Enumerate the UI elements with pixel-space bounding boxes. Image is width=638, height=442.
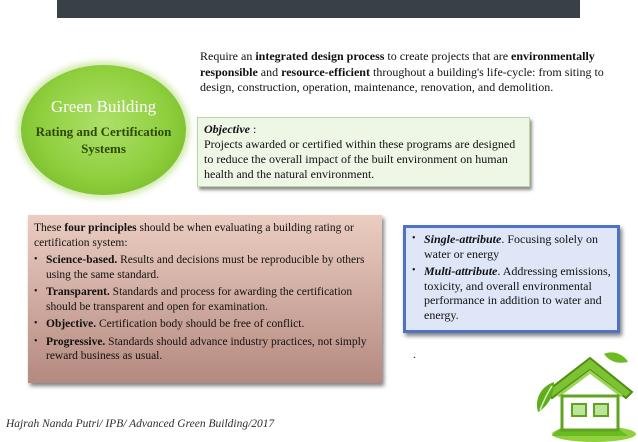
- principle-text: Standards and process for awarding the certification should be transparent and open for examination.: [46, 286, 353, 313]
- intro-paragraph: [200, 49, 610, 96]
- attribute-text: . Focusing solely on water or energy: [424, 232, 599, 261]
- attributes-inner: [406, 228, 617, 330]
- principle-text: Certification body should be free of conflict.: [96, 318, 305, 330]
- principle-title: Objective.: [46, 318, 97, 330]
- top-bar: [57, 0, 580, 18]
- attribute-text: . Addressing emissions, toxicity, and overall environmental performance in addition to water and energy.: [424, 264, 611, 322]
- principles-intro-post: should be when evaluating a building rating or certification system:: [34, 222, 354, 249]
- intro-bold-2: environmentally responsible: [200, 49, 595, 79]
- attribute-item: [412, 264, 611, 322]
- intro-text-3: and: [257, 64, 282, 79]
- bullet-icon: •: [34, 254, 38, 265]
- attribute-title: Multi-attribute: [424, 264, 498, 278]
- principles-list: [34, 253, 376, 364]
- stray-dot: .: [413, 347, 416, 361]
- principles-box: [28, 215, 382, 383]
- objective-box: [197, 117, 530, 187]
- principle-text: Results and decisions must be reproducible by others using the same standard.: [46, 254, 365, 281]
- intro-text-1: Require an: [200, 49, 256, 63]
- principle-item: [34, 317, 376, 332]
- footer-credit: Hajrah Nanda Putri/ IPB/ Advanced Green Building/2017: [6, 418, 275, 430]
- attribute-item: [412, 232, 611, 261]
- principle-title: Transparent.: [46, 286, 110, 298]
- principle-item: [34, 335, 376, 364]
- slide-title: Green Building: [50, 97, 157, 116]
- slide-subtitle: Rating and Certification Systems: [35, 124, 172, 156]
- principle-title: Science-based.: [46, 254, 118, 266]
- principles-intro: [34, 221, 376, 250]
- objective-colon: :: [249, 122, 257, 136]
- title-circle: [21, 65, 186, 195]
- intro-text-4: throughout a building's life-cycle: from siting to design, construction, operation, maintenance, renovation, and demolition.: [200, 64, 604, 94]
- attributes-list: [412, 232, 611, 322]
- objective-heading: Objective: [204, 122, 250, 136]
- bullet-icon: •: [412, 265, 416, 276]
- principle-text: Standards should advance industry practices, not simply reward business as usual.: [46, 335, 367, 362]
- bullet-icon: •: [34, 286, 38, 297]
- bullet-icon: •: [34, 318, 38, 329]
- principle-title: Progressive.: [46, 335, 106, 348]
- bullet-icon: •: [34, 335, 38, 347]
- attributes-box: [403, 225, 620, 333]
- intro-text-2: to create projects that are: [384, 49, 512, 63]
- green-house-leaf-icon: [532, 352, 636, 442]
- intro-bold-1: integrated design process: [255, 49, 385, 63]
- objective-text: Projects awarded or certified within these programs are designed to reduce the overall impact of the built environment on human health and the natural environment.: [204, 137, 516, 181]
- principles-intro-bold: four principles: [64, 222, 137, 234]
- principle-item: [34, 285, 376, 314]
- objective-heading-line: [204, 122, 523, 137]
- bullet-icon: •: [412, 233, 416, 244]
- principles-intro-pre: These: [34, 222, 65, 234]
- attribute-title: Single-attribute: [424, 232, 502, 246]
- principle-item: [34, 253, 376, 282]
- intro-bold-3: resource-efficient: [281, 64, 370, 79]
